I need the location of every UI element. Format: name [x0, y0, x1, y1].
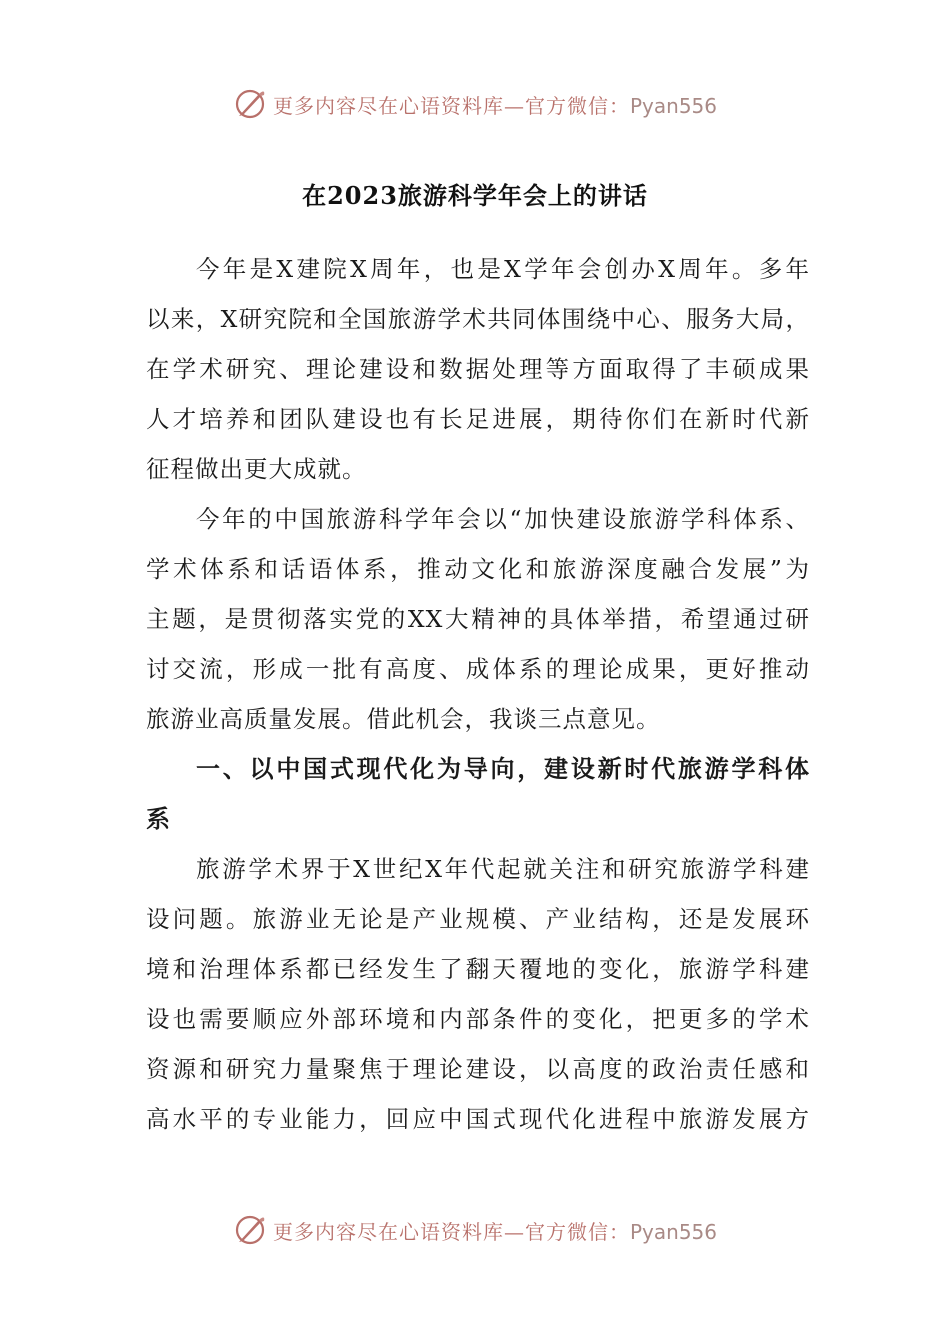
document-body: [146, 244, 810, 1144]
quill-logo-icon: [233, 1213, 267, 1247]
watermark-footer: [0, 1210, 950, 1250]
text-line: 境和治理体系都已经发生了翻天覆地的变化，旅游学科建: [146, 955, 810, 983]
watermark-text: 更多内容尽在心语资料库—官方微信：Pyan556: [272, 93, 717, 118]
text-line: 设也需要顺应外部环境和内部条件的变化，把更多的学术: [146, 1005, 810, 1033]
text-line: 今年是X建院X周年，也是X学年会创办X周年。多年: [196, 255, 810, 283]
text-line: 今年的中国旅游科学年会以“加快建设旅游学科体系、: [196, 505, 810, 533]
text-line: 学术体系和话语体系，推动文化和旅游深度融合发展”为: [146, 555, 810, 583]
quill-logo-icon: [233, 87, 267, 121]
page-title: 在2023旅游科学年会上的讲话: [302, 181, 648, 210]
text-line: 人才培养和团队建设也有长足进展，期待你们在新时代新: [146, 405, 810, 433]
text-line: 资源和研究力量聚焦于理论建设，以高度的政治责任感和: [146, 1055, 810, 1083]
text-line: 在学术研究、理论建设和数据处理等方面取得了丰硕成果: [146, 355, 810, 383]
text-line: 旅游学术界于X世纪X年代起就关注和研究旅游学科建: [196, 855, 810, 883]
watermark-text: 更多内容尽在心语资料库—官方微信：Pyan556: [272, 1219, 717, 1244]
text-line: 征程做出更大成就。: [146, 455, 367, 483]
text-line: 旅游业高质量发展。借此机会，我谈三点意见。: [146, 705, 661, 733]
section-heading: 一、以中国式现代化为导向，建设新时代旅游学科体: [196, 754, 810, 783]
text-line: 主题，是贯彻落实党的XX大精神的具体举措，希望通过研: [146, 605, 810, 633]
text-line: 讨交流，形成一批有高度、成体系的理论成果，更好推动: [146, 655, 810, 683]
text-line: 高水平的专业能力，回应中国式现代化进程中旅游发展方: [146, 1105, 810, 1133]
section-heading: 系: [146, 804, 171, 833]
watermark-header: [0, 84, 950, 124]
text-line: 设问题。旅游业无论是产业规模、产业结构，还是发展环: [146, 905, 810, 933]
text-line: 以来，X研究院和全国旅游学术共同体围绕中心、服务大局，: [146, 305, 810, 333]
